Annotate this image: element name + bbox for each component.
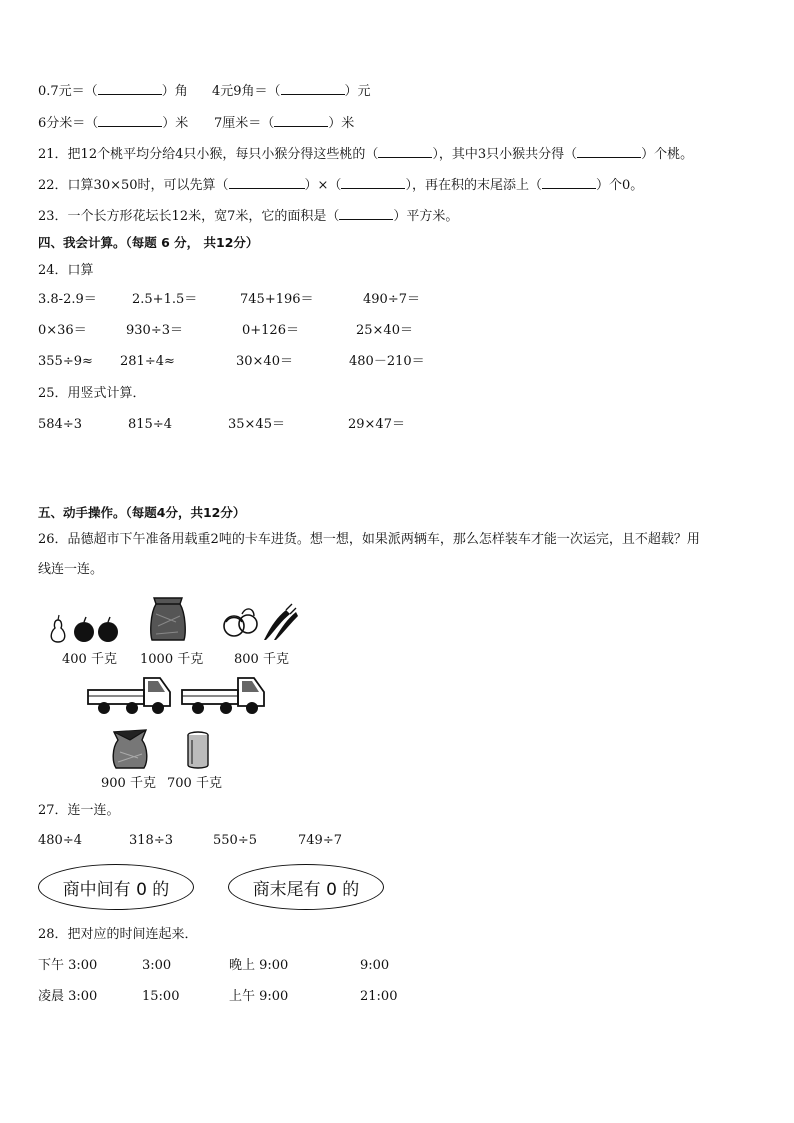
math-item: 0+126＝ — [242, 323, 299, 338]
time-item[interactable]: 15:00 — [142, 989, 180, 1004]
vertical-calc-item: 29×47＝ — [348, 417, 405, 432]
division-item[interactable]: 550÷5 — [213, 833, 257, 848]
oval-label: 商末尾有 0 的 — [252, 879, 360, 900]
answer-blank[interactable] — [98, 82, 162, 95]
answer-blank[interactable] — [378, 145, 432, 158]
can-icon — [184, 730, 212, 770]
question-27-title: 27．连一连。 — [38, 803, 120, 818]
time-item[interactable]: 晚上 9:00 — [229, 958, 289, 973]
division-item[interactable]: 318÷3 — [129, 833, 173, 848]
division-item[interactable]: 749÷7 — [298, 833, 342, 848]
question-28-title: 28．把对应的时间连起来． — [38, 927, 198, 942]
sack-icon — [146, 594, 190, 644]
question-26-line-2: 线连一连。 — [38, 562, 104, 577]
question-text: ），再在积的末尾添上（ — [405, 178, 542, 193]
question-text: ）个桃。 — [641, 147, 694, 162]
section-5-heading: 五、动手操作。（每题4分，共12分） — [38, 505, 246, 520]
question-text: 22．口算30×50时，可以先算（ — [38, 178, 229, 193]
answer-blank[interactable] — [229, 176, 305, 189]
question-text: ）角 — [161, 84, 188, 99]
unit-conversion-row-2 — [38, 114, 188, 133]
question-24-title: 24．口算 — [38, 263, 94, 278]
math-item: 2.5+1.5＝ — [132, 292, 198, 307]
question-text: 21．把12个桃平均分给4只小猴，每只小猴分得这些桃的（ — [38, 147, 379, 162]
math-item: 480－210＝ — [349, 354, 425, 369]
oval-label: 商中间有 0 的 — [62, 879, 170, 900]
question-21 — [38, 145, 693, 164]
question-text: 4元9角＝（ — [212, 84, 281, 99]
math-item: 3.8-2.9＝ — [38, 292, 97, 307]
answer-blank[interactable] — [339, 207, 393, 220]
weight-label: 700 千克 — [167, 776, 222, 791]
math-item: 930÷3＝ — [126, 323, 183, 338]
oval-quotient-end-zero[interactable] — [228, 864, 384, 910]
question-text: 0.7元＝（ — [38, 84, 98, 99]
question-text: ）米 — [162, 116, 189, 131]
answer-blank[interactable] — [274, 114, 328, 127]
time-item[interactable]: 9:00 — [360, 958, 390, 973]
weight-label: 900 千克 — [101, 776, 156, 791]
question-26-line-1: 26．品德超市下午准备用载重2吨的卡车进货。想一想，如果派两辆车，那么怎样装车才能一次运完，且不超载？用 — [38, 532, 700, 547]
unit-conversion-row-1-right — [212, 82, 371, 101]
question-text: ）元 — [344, 84, 371, 99]
division-item[interactable]: 480÷4 — [38, 833, 82, 848]
question-23 — [38, 207, 458, 226]
math-item: 281÷4≈ — [120, 354, 175, 369]
fruit-icon — [46, 612, 122, 644]
vertical-calc-item: 815÷4 — [128, 417, 172, 432]
vegetables-icon — [220, 602, 300, 642]
question-text: ）米 — [328, 116, 355, 131]
section-4-heading: 四、我会计算。（每题 6 分， 共12分） — [38, 235, 259, 250]
math-item: 30×40＝ — [236, 354, 293, 369]
question-22 — [38, 176, 643, 195]
answer-blank[interactable] — [577, 145, 641, 158]
unit-conversion-row-1 — [38, 82, 188, 101]
math-item: 25×40＝ — [356, 323, 413, 338]
question-text: 7厘米＝（ — [214, 116, 275, 131]
bag-icon — [108, 726, 152, 770]
answer-blank[interactable] — [98, 114, 162, 127]
time-item[interactable]: 凌晨 3:00 — [38, 989, 98, 1004]
weight-label: 800 千克 — [234, 652, 289, 667]
question-text: 23．一个长方形花坛长12米，宽7米，它的面积是（ — [38, 209, 340, 224]
time-item[interactable]: 3:00 — [142, 958, 172, 973]
math-item: 355÷9≈ — [38, 354, 93, 369]
time-item[interactable]: 21:00 — [360, 989, 398, 1004]
truck-icon — [180, 672, 268, 718]
weight-label: 400 千克 — [62, 652, 117, 667]
math-item: 745+196＝ — [240, 292, 314, 307]
question-text: ）个0。 — [595, 178, 644, 193]
question-text: 6分米＝（ — [38, 116, 99, 131]
math-item: 490÷7＝ — [363, 292, 420, 307]
answer-blank[interactable] — [281, 82, 345, 95]
question-text: ），其中3只小猴共分得（ — [432, 147, 578, 162]
time-item[interactable]: 上午 9:00 — [229, 989, 289, 1004]
unit-conversion-row-2-right — [214, 114, 354, 133]
weight-label: 1000 千克 — [140, 652, 204, 667]
question-text: ）平方米。 — [393, 209, 459, 224]
oval-quotient-middle-zero[interactable] — [38, 864, 194, 910]
answer-blank[interactable] — [341, 176, 405, 189]
math-item: 0×36＝ — [38, 323, 87, 338]
question-25-title: 25．用竖式计算． — [38, 386, 146, 401]
question-text: ）×（ — [304, 178, 342, 193]
time-item[interactable]: 下午 3:00 — [38, 958, 98, 973]
vertical-calc-item: 35×45＝ — [228, 417, 285, 432]
vertical-calc-item: 584÷3 — [38, 417, 82, 432]
answer-blank[interactable] — [542, 176, 596, 189]
truck-icon — [86, 672, 174, 718]
